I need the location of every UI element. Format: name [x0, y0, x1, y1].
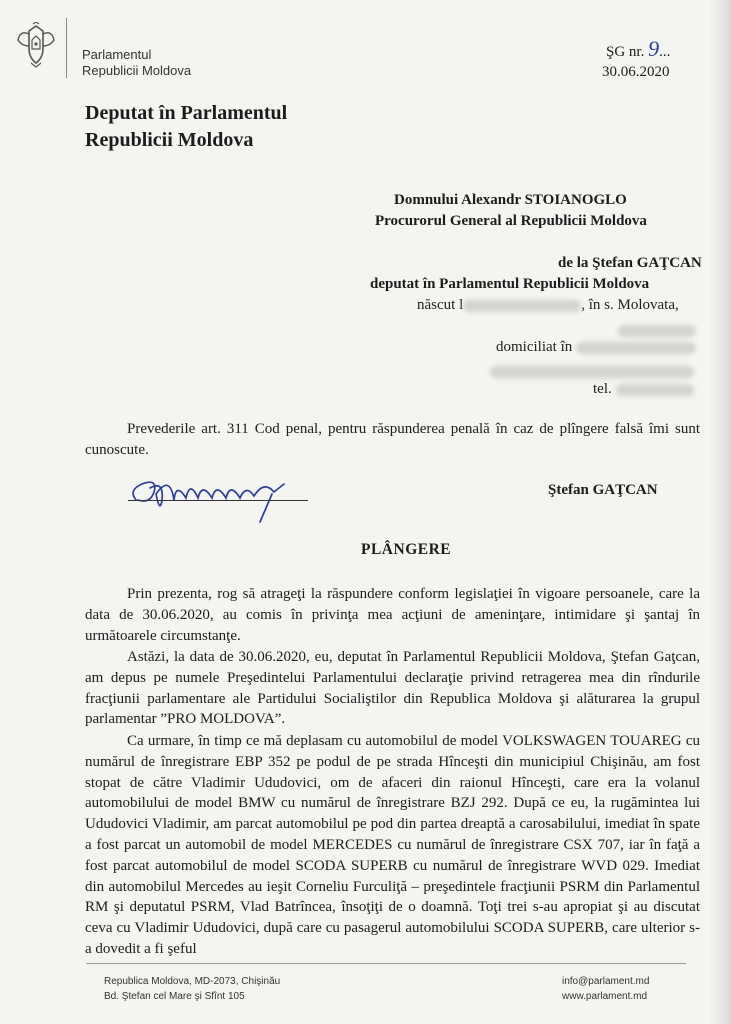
birth-info: născut l , în s. Molovata, — [417, 297, 679, 313]
sender-name: de la Ştefan GAŢCAN — [558, 255, 702, 271]
footer-email: info@parlament.md — [562, 976, 650, 987]
registration-number: ŞG nr. 9... — [606, 36, 671, 61]
document-title: PLÂNGERE — [361, 541, 452, 558]
signature-line — [128, 500, 308, 501]
signatory-name: Ştefan GAŢCAN — [548, 482, 658, 498]
recipient-position: Procurorul General al Republicii Moldova — [375, 213, 647, 229]
footer-divider — [86, 963, 686, 964]
footer-contacts — [562, 974, 649, 1004]
declaration-paragraph: Prevederile art. 311 Cod penal, pentru răspunderea penală în caz de plîngere falsă îmi sunt cunoscute. — [85, 421, 700, 458]
body-paragraph-1: Prin prezenta, rog să atrageţi la răspundere conform legislaţiei în vigoare persoanele, care la data de 30.06.2020, au comis în privinţa mea acţiuni de ameninţare, intimidare şi şantaj în următoarele circumstanţe. — [85, 586, 700, 644]
footer-address: Republica Moldova, MD-2073, Chişinău Bd. Ştefan cel Mare şi Sfînt 105 — [104, 976, 281, 1002]
redacted-phone — [616, 384, 694, 396]
body-paragraph-2: Astăzi, la data de 30.06.2020, eu, deputat în Parlamentul Republicii Moldova, Ştefan Gaţcan, am depus pe numele Preşedintelui Parlamentului declaraţie privind retragerea mea din rîndurile fracţiunii parlamentare ale Partidului Socialiştilor din Republica Moldova şi alăturarea la grupul parlamentar ”PRO MOLDOVA”. — [85, 649, 700, 728]
sender-title: Deputat în Parlamentul Republicii Moldova — [85, 102, 288, 151]
handwritten-signature — [124, 470, 314, 525]
page-edge-shadow — [709, 0, 731, 1024]
domicile-info: domiciliat în — [496, 339, 696, 356]
redacted-city — [576, 342, 696, 354]
footer-website: www.parlament.md — [562, 991, 648, 1002]
document-date: 30.06.2020 — [602, 64, 670, 80]
redacted-district — [618, 322, 696, 340]
handwritten-number: 9 — [648, 36, 660, 61]
header-divider — [66, 18, 67, 78]
redacted-birthdate — [463, 300, 581, 312]
sender-position: deputat în Parlamentul Republicii Moldova — [370, 276, 650, 292]
institution-name: Parlamentul Republicii Moldova — [82, 47, 192, 78]
recipient-name: Domnului Alexandr STOIANOGLO — [394, 192, 627, 208]
redacted-street — [490, 363, 694, 381]
phone-info: tel. — [593, 381, 694, 398]
coat-of-arms-icon — [16, 22, 56, 68]
body-paragraph-3: Ca urmare, în timp ce mă deplasam cu automobilul de model VOLKSWAGEN TOUAREG cu numărul de înregistrare EBP 352 pe podul de pe strada Hînceşti din municipiul Chişinău, am fost stopat de către Vladimir Ududovici, om de afaceri din raionul Hînceşti, care era la volanul automobilului de model BMW cu numărul de înregistrare BZJ 292. După ce eu, la rugămintea lui Ududovici Vladimir, am parcat automobilul pe pod din partea dreaptă a carosabilului, imediat în spate a fost parcat un automobil de model MERCEDES cu numărul de înregistrare CSX 707, iar în faţă a fost parcat automobilul de model SCODA SUPERB cu numărul de înregistrare WVD 029. Imediat din automobilul Mercedes au ieşit Corneliu Furculiţă – preşedintele fracţiunii PSRM din Parlamentul RM şi deputatul PSRM, Vlad Batrîncea, însoţiţi de o doamnă. Toţi trei s-au apropiat şi au discutat ceva cu Vladimir Ududovici, după care cu pasagerul automobilului SCODA SUPERB, care ulterior s-a dovedit a fi şeful — [85, 733, 700, 957]
